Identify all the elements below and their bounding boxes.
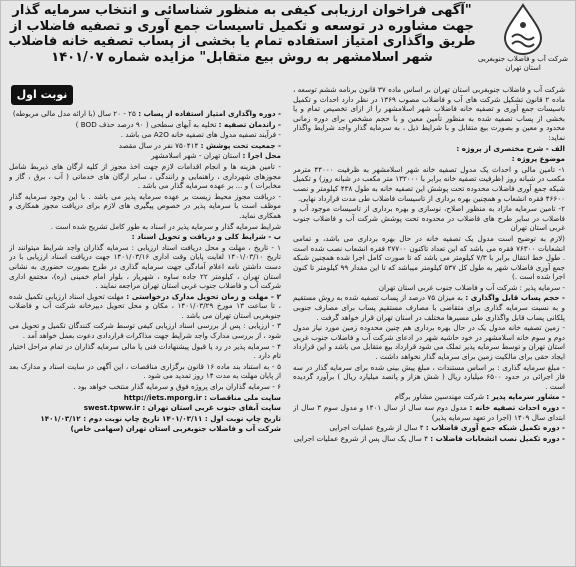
paragraph: ۱ - تاریخ ، مهلت و محل دریافت اسناد ارزیابی : سرمایه گذاران واجد شرایط میتوانند از تاریخ ۱۴۰۱/۰۳/۱۰ لغایت پایان وقت اداری ۱۴۰۱/۰۳/۱۶ جهت دریافت اسناد ارزیابی با در دست داشتن نامه اعلام آمادگی جهت سرمایه گذاری در طرح بصورت حضوری به نشانی استان تهران ، کیلومتر ۲۲ جاده ساوه ، شهریار ، بلوار امام خمینی (ره)، مجتمع اداری شرکت آب و فاضلاب جنوب غربی استان تهران مراجعه نمایند . — [9, 242, 281, 291]
paragraph: - زمین تصفیه خانه مدول یک در حال بهره برداری هم چنین محدوده زمین مورد نیاز مدول دوم و سوم خانه اسلامشهر در خود حاشیه شهر در ادعای شرکت آب و فاضلاب جنوب غربی استان تهران و توسط سرمایه پذیر تملک می شود قرارداد بیع متقابل می باشد و این قرارداد ایجاد حقی برای مالکیت زمین برای سرمایه گذار نخواهد داشت . — [293, 323, 565, 362]
title-line: "آگهی فراخوان ارزیابی کیفی به منظور شناسائی و انتخاب سرمایه گذار — [12, 3, 472, 18]
logo-caption-line: شرکت آب و فاضلاب جنوبغربی — [478, 55, 568, 63]
water-drop-logo-icon — [500, 3, 546, 55]
paragraph: موضوع پروژه : — [511, 154, 565, 164]
paragraph: ۲ - مهلت و زمان تحویل مدارک درخواستی : مهلت تحویل اسناد ارزیابی تکمیل شده ، تا ساعت ۱۳ مورخ ۱۴۰۱/۰۳/۲۹ ، مکان و محل تحویل دبیرخانه شرکت آب و فاضلاب جنوبغربی استان تهران می باشد . — [9, 291, 281, 320]
paragraph: شرکت آب و فاضلاب جنوبغربی استان تهران بر اساس ماده ۳۷ قانون برنامه ششم توسعه ، ماده ۲ قانون تشکیل شرکت های آب و فاضلاب مصوب ۱۳۶۹ در نظر دارد احداث و تکمیل تاسیسات جمع آوری و تصفیه خانه فاضلاب شهر اسلامشهر را از ازای تخصیص تمام و یا بخشی از پساب تصفیه شده به منظور تأمین معین و با حجم مشخص برای دوره زمانی محدود و معین و بصورت بیع متقابل و با شرایط ذیل ، به سرمایه گذار واجد شرایط واگذار نماید: — [293, 85, 565, 142]
title-line: طریق واگذاری امتیاز استفاده تمام یا بخشی از پساب تصفیه خانه فاضلاب — [8, 34, 476, 49]
company-logo — [475, 3, 571, 81]
paragraph: ۳ - ارزیابی : پس از بررسی اسناد ارزیابی کیفی توسط شرکت کنندگان تکمیل و تحویل می شود ، از بررسی مدارک واجد شرایط جهت مذاکرات قراردادی دعوت بعمل خواهد آمد . — [9, 321, 281, 341]
right-text-column — [293, 85, 565, 561]
paragraph: - مبلغ سرمایه گذاری : بر اساس مستندات ، مبلغ پیش بینی شده برای سرمایه گذار در سه فاز اجرائی در حدود ۶۵۰۰ میلیارد ریال ( شش هزار و پانصد میلیارد ریال ) برآورد گردیده است . — [293, 362, 565, 391]
paragraph: ۴ - سرمایه پذیر در رد یا قبول پیشنهادات فنی یا مالی سرمایه گذاران در تمام مراحل اختیار تام دارد . — [9, 341, 281, 361]
paragraph: - راندمان تصفیه : تخلیه به آبهای سطحی ( ۹۰ درصد حذف BOD ) — [75, 119, 281, 129]
paragraph: - فرآیند تصفیه مدول های تصفیه خانه A2O می باشد . — [120, 130, 281, 140]
paragraph: - دریافت مجوز محیط زیست بر عهده سرمایه پذیر می باشد . با این وجود سرمایه گذار موظف است با سرمایه پذیر در خصوص پیگیری های لازم برای دریافت مجوز همکاری و همکاری نماید. — [9, 191, 281, 220]
paragraph: تاریخ چاپ نوبت اول : ۱۴۰۱/۰۳/۱۱ تاریخ چاپ نوبت دوم : ۱۴۰۱/۰۳/۱۲ — [40, 413, 281, 423]
paragraph: - تامین هزینه ها و انجام اقدامات لازم جهت اخذ مجوز از کلیه ارگان های ذیربط شامل مجوزهای شهرداری ، راهنمایی و رانندگی ، سایر ارگان های خدماتی ( آب ، برق ، گاز و مخابرات ) و ... بر عهده سرمایه گذار می باشد . — [9, 161, 281, 191]
paragraph: - حجم پساب قابل واگذاری : به میزان ۷۵ درصد از پساب تصفیه شده به روش مستقیم و به نسبت سرمایه گذاری برای متقاضی با مصارف مستقیم پساب برای مصارف جنوبی پلکانی پساب قابل واگذاری طی مسیرها مختلف در استان تهران قرار خواهد گرفت . — [293, 293, 565, 322]
ad-title — [7, 3, 477, 65]
paragraph: (لازم به توضیح است مدول یک تصفیه خانه در حال بهره برداری می باشد، و تمامی انشعابات ۷۶۳۰۰ فقره می باشد که این تعداد تاکنون ۲۷۷۰۰ فقره انشعاب نصب شده است . طول خط انتقال برابر با ۷/۳ کیلومتر می باشد که تا صورت کامل اجرا شده همچنین شبکه جمع آوری فاضلاب شهر به طول کل ۵۳۷ کیلومتر میباشد که تا این مقدار ۹۹ کیلومتر تا کنون اجرا شده است .) — [293, 233, 565, 282]
paragraph: ب - شرایط کلی و دریافت و تحویل اسناد : — [131, 232, 281, 242]
paragraph: شرکت آب و فاضلاب جنوبغربی استان تهران (سهامی خاص) — [70, 424, 281, 434]
title-line: شهر اسلامشهر به روش بیع متقابل" مزایده شماره ۱۴۰۱/۰۷ — [51, 49, 433, 65]
paragraph: ۶ - سرمایه گذاران برای پروژه فوق و سرمایه گذار منتخب خواهد بود . — [73, 382, 281, 392]
paragraph: - دوره احداث تصفیه خانه : مدول دوم سه سال از سال ۱۴۰۱ و مدول سوم ۳ سال از ابتدای سال ۱۴۰۹ (اجرا در تعهد سرمایه پذیر) — [293, 403, 565, 422]
title-line: جهت مشاوره در توسعه و تکمیل تاسیسات جمع آوری و تصفیه فاضلاب از — [10, 18, 474, 34]
paragraph: - مشاور سرمایه پذیر : شرکت مهندسین مشاور برگام — [394, 392, 565, 402]
ad-header — [1, 1, 576, 83]
paragraph: ۱- تامین مالی و احداث یک مدول تصفیه خانه شهر اسلامشهر به ظرفیت ۴۴۰۰۰ مترمر مکعب در شبانه روز (ظرفیت تصفیه خانه برابر با ۱۳۲۰۰۰ متر مکعب در شبانه روز) و تکمیل شبکه جمع آوری فاضلاب محدوده تحت پوشش این تصفیه خانه به طول ۴۳۸ کیلومتر و نصب ۴۶۶۰۰ فقره انشعاب و همچنین بهره برداری از تاسیسات فاضلاب طی مدت قرارداد نهایی. — [293, 164, 565, 203]
paragraph: الف - شرح مختصری از پروژه : — [456, 143, 565, 153]
paragraph: ۲- تامین سرمایه مازاد به منظور اصلاح، نوسازی و بهره برداری از تاسیسات موجود آب و فاضلاب در سایر طرح های فاضلاب در محدوده تحت پوشش شرکت آب و فاضلاب جنوب غربی استان تهران — [293, 204, 565, 233]
first-publication-badge: نوبت اول — [11, 85, 73, 105]
left-text-column — [9, 109, 281, 561]
paragraph: - جمعیت تحت پوشش : ۷۵۰۴۱۴ نفر در سال مقصد — [118, 140, 281, 150]
paragraph: محل اجرا : استان تهران - شهر اسلامشهر — [151, 151, 281, 161]
paragraph: - دوره واگذاری امتیاز استفاده از پساب : ۲۵ - ۲۰ سال (با ارائه مدل مالی مربوطه) — [12, 109, 281, 118]
paragraph: سایت آبفای جنوب غربی استان تهران : swest.tpww.ir — [83, 403, 281, 413]
paragraph: سایت ملی مناقصات : http://iets.mporg.ir — [123, 392, 281, 402]
logo-caption-line: استان تهران — [505, 64, 541, 72]
paragraph: - سرمایه پذیر : شرکت آب و فاضلاب جنوب غربی استان تهران — [378, 282, 565, 292]
paragraph: شرایط سرمایه گذار و سرمایه پذیر در اسناد به طور کامل تشریح شده است . — [50, 221, 281, 231]
paragraph: - دوره تکمیل نصب انشعابات فاضلاب : ۴ سال یک سال پس از شروع عملیات اجرایی — [293, 433, 565, 443]
paragraph: ۵ - به استناد بند ماده ۱۶ قانون برگزاری مناقصات ، این آگهی در سایت اسناد و مدارک بعد از پایان مهلت به مدت ۱۴ روز تمدید می شود . — [9, 361, 281, 381]
paragraph: - دوره تکمیل شبکه جمع آوری فاضلاب : ۴ سال از شروع عملیات اجرایی — [329, 423, 565, 433]
